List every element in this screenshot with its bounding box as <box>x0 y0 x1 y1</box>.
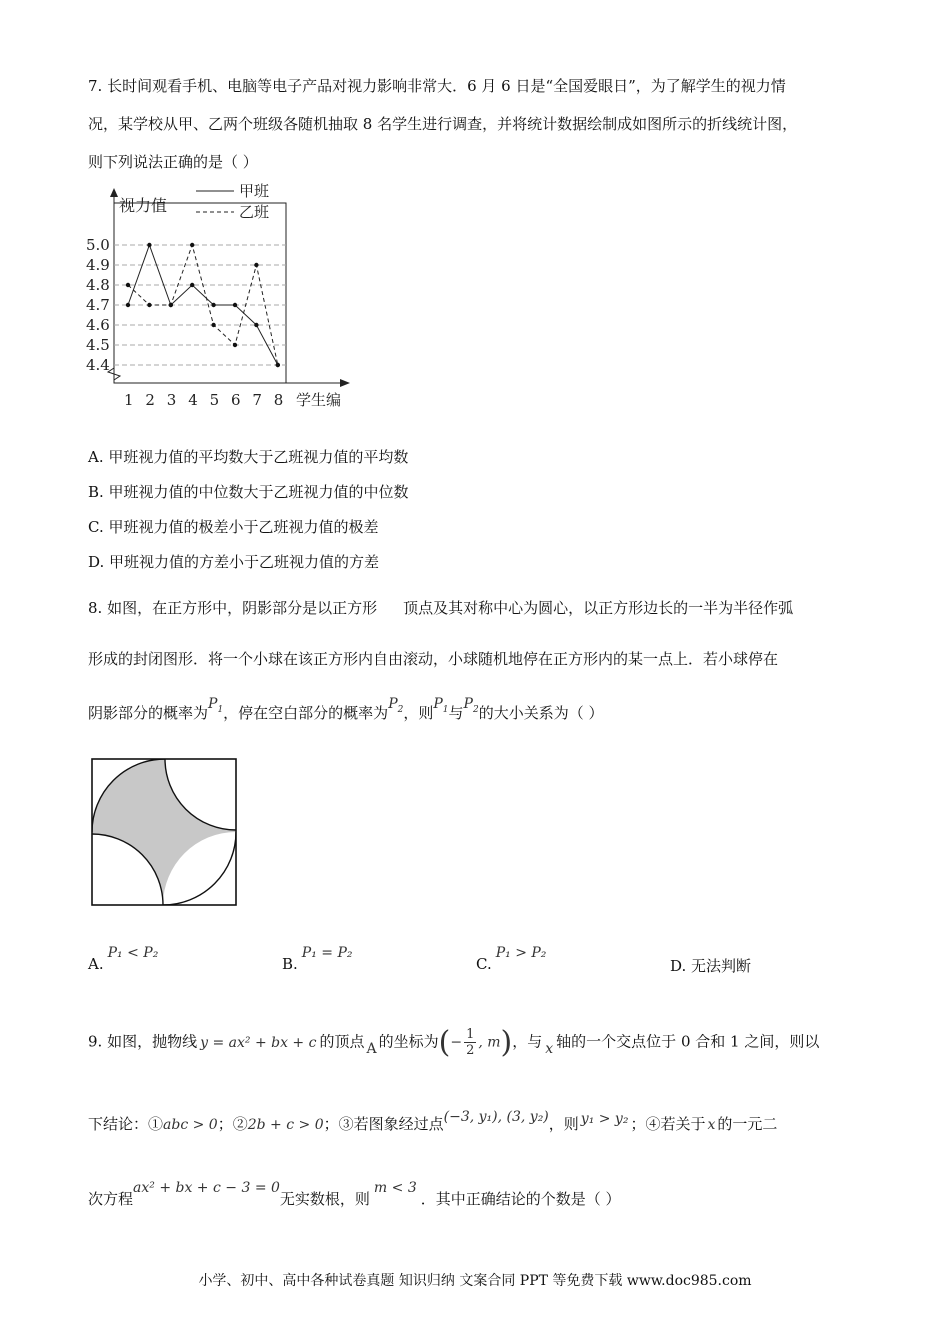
q8-p1-ref-sub: 1 <box>442 704 449 715</box>
q7-text-line3: 则下列说法正确的是（ ） <box>88 153 258 171</box>
q8-line3e: 的大小关系为（ ） <box>478 704 604 722</box>
y-tick-label: 4.9 <box>86 256 110 274</box>
q9-text-line1: 9. 如图，抛物线 y = ax² + bx + c 的顶点 A 的坐标为(− $\frac{1}{2}$ , m)，与 x 轴的一个交点位于 0 合和 1 之间，则以 <box>88 1024 820 1060</box>
q8-line3c: ，则 <box>403 704 434 722</box>
q9-expr-y1y2: y₁ > y₂ <box>580 1111 629 1127</box>
x-tick-label: 6 <box>231 391 241 409</box>
plot-frame <box>114 203 286 383</box>
page-footer: 小学、初中、高中各种试卷真题 知识归纳 文案合同 PPT 等免费下载 www.doc985.com <box>198 1273 752 1289</box>
q9-l2a: 下结论：① <box>88 1115 164 1133</box>
q8-option-c-expr: P₁ > P₂ <box>495 945 547 961</box>
q8-text-line2: 形成的封闭图形．将一个小球在该正方形内自由滚动，小球随机地停在正方形内的某一点上．若小球停在 <box>88 650 779 668</box>
q9-x-var: x <box>545 1040 554 1057</box>
x-axis-label: 学生编 <box>296 391 342 409</box>
q8-option-a-expr: P₁ < P₂ <box>107 945 159 961</box>
q8-line1b: 顶点及其对称中心为圆心，以正方形边长的一半为半径作弧 <box>403 599 794 617</box>
q9-l2d: ，则 <box>548 1115 579 1133</box>
legend-label-jia: 甲班 <box>239 182 270 200</box>
y-tick-label: 4.4 <box>86 356 110 374</box>
q9-expr-m: m < 3 <box>373 1180 417 1196</box>
q8-p2-sub: 2 <box>397 704 404 715</box>
data-point <box>169 303 173 307</box>
q9-l3c: ．其中正确结论的个数是（ ） <box>420 1190 621 1208</box>
q9-parabola-eq: y = ax² + bx + c <box>200 1034 317 1051</box>
x-tick-label: 5 <box>209 391 220 409</box>
square-arc-figure <box>90 757 240 907</box>
q9-text-line2 <box>88 1109 778 1134</box>
y-tick-label: 5.0 <box>86 236 110 254</box>
q9-fraction-num: 1 <box>466 1027 475 1042</box>
q9-l1d: ，与 <box>512 1032 543 1051</box>
q8-text-line3 <box>88 696 604 725</box>
x-tick-label: 8 <box>273 391 284 409</box>
q8-line1a: 8. 如图，在正方形中，阴影部分是以正方形 <box>88 599 378 617</box>
legend-label-yi: 乙班 <box>239 203 270 221</box>
q9-l1a: 9. 如图，抛物线 <box>88 1032 198 1051</box>
q8-p1-ref: P <box>433 696 443 712</box>
q9-expr-abc: abc > 0 <box>163 1117 218 1133</box>
data-point <box>190 283 194 287</box>
q8-option-b <box>282 945 353 973</box>
q9-l3a: 次方程 <box>88 1190 134 1208</box>
data-point <box>233 343 237 347</box>
q7-option-c: C. 甲班视力值的极差小于乙班视力值的极差 <box>88 518 379 536</box>
y-axis-arrow <box>110 188 118 197</box>
q9-x-var-2: x <box>707 1117 716 1133</box>
q8-p2-ref-sub: 2 <box>472 704 479 715</box>
q9-vertex-A: A <box>366 1040 377 1057</box>
q8-line3a: 阴影部分的概率为 <box>88 704 209 722</box>
q9-l1b: 的顶点 <box>319 1032 365 1051</box>
q8-option-c-label: C. <box>476 955 492 973</box>
x-axis-arrow <box>340 379 350 387</box>
data-point <box>211 303 215 307</box>
x-tick-label: 2 <box>145 391 155 409</box>
data-point <box>147 243 151 247</box>
q8-option-b-label: B. <box>282 955 298 973</box>
data-point <box>126 303 130 307</box>
q8-p2: P <box>388 696 398 712</box>
q9-expr-quadratic: ax² + bx + c − 3 = 0 <box>133 1180 280 1196</box>
data-point <box>190 243 194 247</box>
q8-p1-sub: 1 <box>217 704 224 715</box>
q9-l2b: ；② <box>217 1115 248 1133</box>
q7-option-a: A. 甲班视力值的平均数大于乙班视力值的平均数 <box>88 448 409 466</box>
x-tick-label: 3 <box>166 391 177 409</box>
q8-p2-ref: P <box>463 696 473 712</box>
x-tick-label: 7 <box>252 391 262 409</box>
q7-text-line1: 7. 长时间观看手机、电脑等电子产品对视力影响非常大．6 月 6 日是“全国爱眼日”，为了解学生的视力情 <box>88 77 786 95</box>
q9-paren-right: ) <box>500 1024 513 1060</box>
data-point <box>126 283 130 287</box>
data-point <box>147 303 151 307</box>
y-tick-label: 4.7 <box>86 296 110 314</box>
vision-line-chart <box>78 182 358 412</box>
q8-text-line1 <box>88 597 793 618</box>
q9-fraction <box>464 1027 476 1058</box>
q9-l1c: 的坐标为 <box>378 1032 439 1051</box>
q9-text-line3 <box>88 1180 621 1209</box>
q7-option-d: D. 甲班视力值的方差小于乙班视力值的方差 <box>88 553 380 571</box>
data-point <box>276 363 280 367</box>
q8-option-a <box>88 945 159 973</box>
q9-l2f: 的一元二 <box>717 1115 778 1133</box>
q8-line3d: 与 <box>448 704 464 722</box>
q9-l2e: ；④若关于 <box>630 1115 706 1133</box>
q9-fraction-den: 2 <box>466 1043 475 1058</box>
q8-option-d: D. 无法判断 <box>670 957 752 975</box>
q9-l3b: 无实数根，则 <box>279 1190 370 1208</box>
q8-line3b: ，停在空白部分的概率为 <box>223 704 389 722</box>
data-point <box>254 263 258 267</box>
q9-expr-points: (−3, y₁), (3, y₂) <box>443 1109 549 1125</box>
q8-option-c <box>476 945 547 973</box>
data-point <box>254 323 258 327</box>
q7-option-b: B. 甲班视力值的中位数大于乙班视力值的中位数 <box>88 483 409 501</box>
q9-l1e: 轴的一个交点位于 0 合和 1 之间，则以 <box>556 1032 820 1051</box>
q8-option-b-expr: P₁ = P₂ <box>301 945 353 961</box>
q9-expr-2bc: 2b + c > 0 <box>247 1117 324 1133</box>
q9-l2c: ；③若图象经过点 <box>323 1115 444 1133</box>
q7-text-line2: 况，某学校从甲、乙两个班级各随机抽取 8 名学生进行调查，并将统计数据绘制成如图所示的折线统计图， <box>88 115 798 133</box>
y-tick-label: 4.5 <box>86 336 110 354</box>
x-tick-label: 1 <box>124 391 134 409</box>
q9-paren-left: ( <box>438 1024 451 1060</box>
y-axis-label: 视力值 <box>119 196 168 215</box>
data-point <box>211 323 215 327</box>
y-tick-label: 4.8 <box>86 276 110 294</box>
q9-vertex-m: , m <box>478 1034 501 1051</box>
data-point <box>233 303 237 307</box>
q8-option-a-label: A. <box>88 955 104 973</box>
x-tick-label: 4 <box>188 391 198 409</box>
y-tick-label: 4.6 <box>86 316 110 334</box>
q8-p1: P <box>208 696 218 712</box>
